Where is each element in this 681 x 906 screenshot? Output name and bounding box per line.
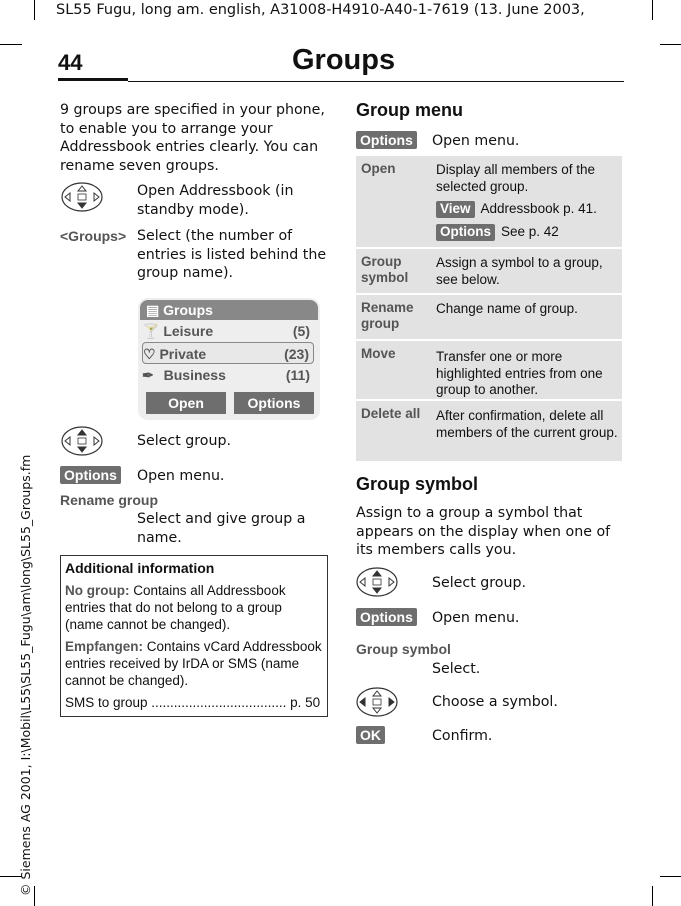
received-label: Empfangen:: [65, 639, 144, 654]
options-key: Options: [356, 131, 417, 149]
menu-row-group-symbol: [356, 249, 622, 293]
group-row-private[interactable]: [142, 342, 314, 364]
group-row-business[interactable]: [142, 364, 314, 386]
intro-paragraph: 9 groups are specified in your phone, to enable you to arrange your Addressbook entries clearly. You can rename seven groups.: [60, 102, 325, 174]
navigation-key-icon: [60, 425, 104, 457]
menu-desc: Display all members of the selected group.: [436, 162, 596, 194]
chapter-title: Groups: [292, 44, 396, 76]
group-symbol-heading: Group symbol: [356, 474, 479, 494]
step-open-menu: Open menu.: [137, 468, 225, 484]
symbol-step-confirm: Confirm.: [432, 728, 493, 744]
options-softkey[interactable]: Options: [234, 392, 314, 414]
menu-row-open: [356, 156, 622, 247]
menu-row-rename-group: [356, 295, 622, 339]
menu-key: Open: [361, 161, 396, 176]
options-key: Options: [60, 466, 121, 484]
group-count: (11): [285, 367, 310, 383]
menu-desc: Change name of group.: [436, 301, 578, 316]
step-rename: Select and give group a name.: [137, 511, 306, 546]
view-key: View: [436, 201, 475, 218]
header-rule-thick: [58, 78, 128, 81]
page-number: 44: [58, 50, 83, 75]
navigation-key-icon: [355, 686, 399, 718]
symbol-step-choose: Choose a symbol.: [432, 694, 558, 710]
group-name: Leisure: [163, 323, 214, 339]
view-ref: Addressbook p. 41.: [480, 201, 597, 216]
open-softkey[interactable]: Open: [146, 392, 226, 414]
glass-icon: 🍸: [142, 323, 160, 339]
step-select-groups: Select (the number of entries is listed behind the group name).: [137, 228, 327, 281]
phone-display: [138, 298, 320, 420]
options-ref: See p. 42: [501, 224, 559, 239]
pen-icon: ✒: [142, 367, 154, 383]
groups-key-label: <Groups>: [60, 228, 127, 244]
menu-row-move: [356, 341, 622, 399]
info-title: Additional information: [65, 560, 215, 576]
additional-info-box: [60, 555, 328, 717]
header-rule: [128, 81, 624, 82]
step-select-group: Select group.: [137, 433, 231, 449]
crop-mark: [34, 886, 35, 906]
ok-key: OK: [356, 726, 385, 744]
heart-icon: ♡: [143, 346, 156, 362]
group-symbol-label: Group symbol: [356, 641, 451, 657]
symbol-step-select: Select.: [432, 661, 481, 677]
addressbook-icon: ▤: [146, 302, 160, 318]
menu-key: Move: [361, 346, 396, 361]
info-received: [65, 638, 323, 689]
crop-mark: [652, 886, 653, 906]
menu-key: Group symbol: [361, 254, 409, 285]
navigation-key-icon: [355, 566, 399, 598]
rename-group-label: Rename group: [60, 492, 159, 508]
sms-to-group-reference: SMS to group .................................... p. 50: [65, 695, 321, 710]
group-symbol-intro: Assign to a group a symbol that appears on the display when one of its members calls you.: [356, 505, 611, 558]
crop-mark: [0, 44, 22, 45]
phone-header: [140, 300, 318, 320]
menu-sub-options: [436, 224, 618, 241]
menu-sub-view: [436, 201, 618, 218]
received-text: Contains vCard Addressbook entries received by IrDA or SMS (name cannot be changed).: [65, 639, 322, 688]
symbol-step-select-group: Select group.: [432, 575, 526, 591]
group-menu-heading: Group menu: [356, 100, 463, 120]
options-key: Options: [356, 608, 417, 626]
no-group-label: No group:: [65, 583, 130, 598]
crop-mark: [660, 44, 681, 45]
no-group-text: Contains all Addressbook entries that do not belong to a group (name cannot be changed).: [65, 583, 286, 632]
menu-desc: After confirmation, delete all members of the current group.: [436, 408, 618, 440]
group-name: Private: [159, 346, 207, 362]
crop-mark: [652, 0, 653, 20]
crop-mark: [34, 0, 35, 20]
menu-key: Rename group: [361, 300, 414, 331]
phone-header-title: Groups: [163, 302, 213, 318]
menu-key: Delete all: [361, 406, 421, 421]
crop-mark: [660, 876, 681, 877]
side-note: © Siemens AG 2001, I:\Mobil\L55\SL55_Fugu\am\long\SL55_Groups.fm: [18, 454, 33, 896]
info-no-group: [65, 582, 323, 633]
menu-desc: Assign a symbol to a group, see below.: [436, 255, 603, 287]
options-key: Options: [436, 224, 495, 241]
open-menu-text: Open menu.: [432, 133, 520, 149]
symbol-step-open-menu: Open menu.: [432, 610, 520, 626]
menu-row-delete-all: [356, 401, 622, 461]
step-open-addressbook: Open Addressbook (in standby mode).: [137, 183, 294, 218]
running-title: SL55 Fugu, long am. english, A31008-H4910-A40-1-7619 (13. June 2003,: [56, 2, 585, 18]
group-name: Business: [163, 367, 226, 383]
group-count: (5): [292, 323, 310, 339]
navigation-key-icon: [60, 181, 104, 213]
group-row-leisure[interactable]: [142, 320, 314, 342]
group-count: (23): [284, 346, 309, 362]
menu-desc: Transfer one or more highlighted entries from one group to another.: [436, 349, 603, 397]
